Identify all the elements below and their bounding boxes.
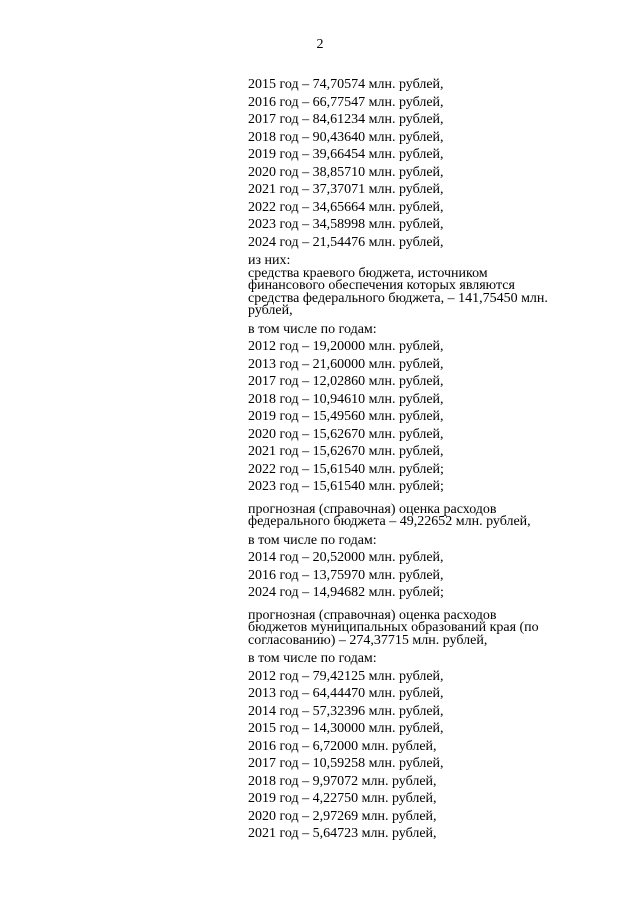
year-line: 2024 год – 14,94682 млн. рублей;	[248, 585, 444, 600]
paragraph-line: средства краевого бюджета, источником	[248, 265, 488, 281]
year-line: 2015 год – 74,70574 млн. рублей,	[248, 77, 444, 92]
municipal-estimate-paragraph	[248, 607, 568, 648]
year-line: 2014 год – 57,32396 млн. рублей,	[248, 703, 444, 719]
paragraph-line: бюджетов муниципальных образований края (по	[248, 620, 539, 635]
spacer	[248, 602, 578, 607]
paragraph-line: согласованию) – 274,37715 млн. рублей,	[248, 632, 488, 648]
by-years-label: в том числе по годам:	[248, 651, 377, 666]
paragraph-line: федерального бюджета – 49,22652 млн. рублей,	[248, 514, 531, 529]
year-line: 2018 год – 10,94610 млн. рублей,	[248, 391, 444, 407]
document-body	[248, 76, 578, 843]
year-line: 2021 год – 37,37071 млн. рублей,	[248, 182, 444, 197]
year-line: 2021 год – 15,62670 млн. рублей,	[248, 444, 444, 459]
page-number: 2	[316, 37, 324, 52]
funding-years-list-4	[248, 668, 578, 843]
year-line: 2014 год – 20,52000 млн. рублей,	[248, 550, 444, 565]
paragraph-line: прогнозная (справочная) оценка расходов	[248, 607, 497, 623]
year-line: 2020 год – 2,97269 млн. рублей,	[248, 808, 437, 824]
year-line: 2019 год – 39,66454 млн. рублей,	[248, 147, 444, 162]
year-line: 2016 год – 66,77547 млн. рублей,	[248, 94, 444, 110]
year-line: 2013 год – 21,60000 млн. рублей,	[248, 356, 444, 372]
year-line: 2018 год – 90,43640 млн. рублей,	[248, 129, 444, 145]
year-line: 2022 год – 34,65664 млн. рублей,	[248, 199, 444, 215]
year-line: 2016 год – 13,75970 млн. рублей,	[248, 567, 444, 583]
by-years-label: в том числе по годам:	[248, 532, 377, 548]
year-line: 2013 год – 64,44470 млн. рублей,	[248, 686, 444, 701]
regional-funds-paragraph	[248, 255, 568, 318]
year-line: 2017 год – 84,61234 млн. рублей,	[248, 112, 444, 127]
year-line: 2015 год – 14,30000 млн. рублей,	[248, 721, 444, 736]
year-line: 2023 год – 15,61540 млн. рублей;	[248, 479, 444, 494]
year-line: 2018 год – 9,97072 млн. рублей,	[248, 773, 437, 789]
year-line: 2020 год – 15,62670 млн. рублей,	[248, 426, 444, 442]
funding-years-list-2	[248, 338, 578, 496]
year-line: 2012 год – 79,42125 млн. рублей,	[248, 668, 444, 684]
year-line: 2017 год – 12,02860 млн. рублей,	[248, 374, 444, 389]
by-years-label: в том числе по годам:	[248, 321, 377, 337]
year-line: 2017 год – 10,59258 млн. рублей,	[248, 756, 444, 771]
year-line: 2020 год – 38,85710 млн. рублей,	[248, 164, 444, 180]
year-line: 2016 год – 6,72000 млн. рублей,	[248, 738, 437, 754]
funding-years-list-1	[248, 76, 578, 251]
federal-estimate-paragraph	[248, 501, 568, 529]
year-line: 2022 год – 15,61540 млн. рублей;	[248, 461, 444, 477]
paragraph-line: средства федерального бюджета, – 141,75450 млн.	[248, 290, 548, 306]
year-line: 2019 год – 4,22750 млн. рублей,	[248, 791, 437, 806]
year-line: 2012 год – 19,20000 млн. рублей,	[248, 339, 444, 354]
year-line: 2021 год – 5,64723 млн. рублей,	[248, 826, 437, 841]
year-line: 2024 год – 21,54476 млн. рублей,	[248, 234, 444, 250]
spacer	[248, 496, 578, 501]
paragraph-line: рублей,	[248, 303, 293, 318]
funding-years-list-3	[248, 549, 578, 602]
paragraph-line: прогнозная (справочная) оценка расходов	[248, 501, 497, 517]
iz-nih-label: из них:	[248, 253, 291, 268]
paragraph-line: финансового обеспечения которых являются	[248, 278, 515, 293]
year-line: 2023 год – 34,58998 млн. рублей,	[248, 217, 444, 232]
year-line: 2019 год – 15,49560 млн. рублей,	[248, 409, 444, 424]
